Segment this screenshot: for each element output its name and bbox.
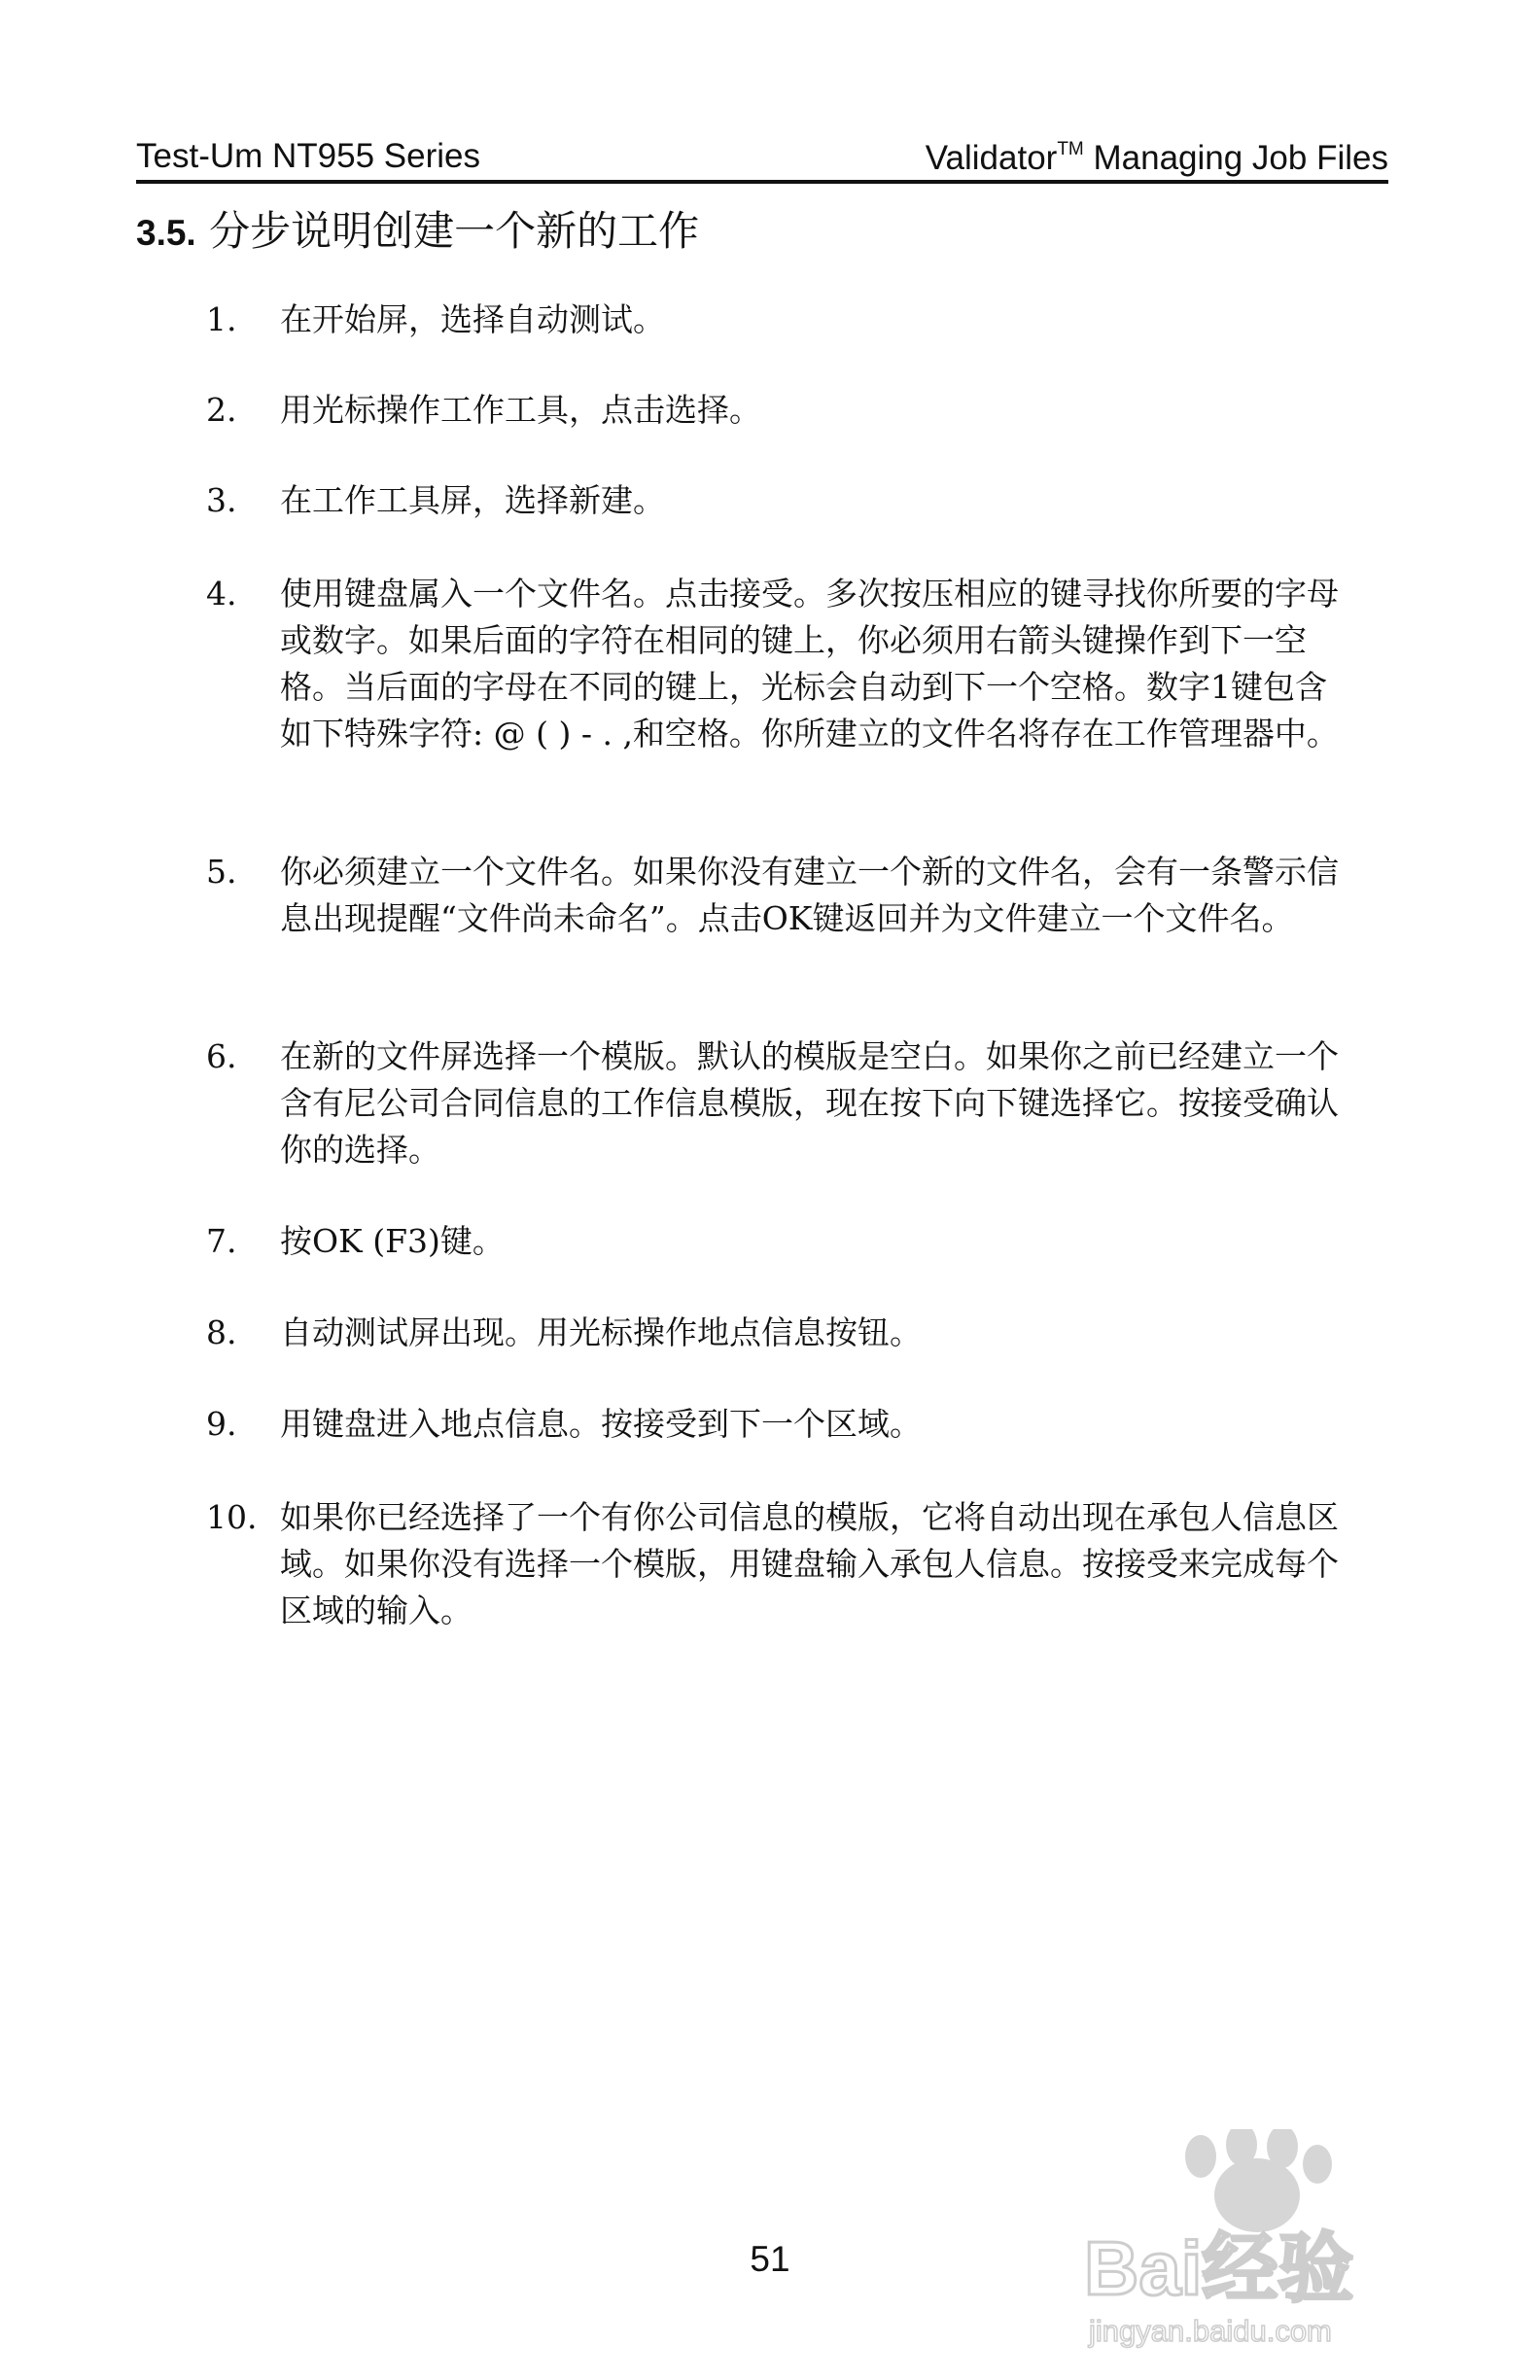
list-item: [206, 297, 1353, 343]
step-text: 在开始屏，选择自动测试。: [280, 300, 665, 338]
list-item: [206, 1494, 1353, 1634]
section-heading: 分步说明创建一个新的工作: [209, 207, 700, 255]
step-text: 在新的文件屏选择一个模版。默认的模版是空白。如果你之前已经建立一个含有尼公司合同信息的工作信息模版，现在按下向下键选择它。按接受确认你的选择。: [280, 1037, 1339, 1169]
step-text: 按OK (F3)键。: [280, 1222, 505, 1260]
list-item: [206, 477, 1353, 524]
step-number: 9.: [206, 1405, 237, 1443]
list-item: [206, 849, 1353, 942]
step-number: 4.: [206, 575, 237, 612]
page-header: [136, 129, 1388, 184]
list-item: [206, 387, 1353, 434]
step-text: 用键盘进入地点信息。按接受到下一个区域。: [280, 1405, 922, 1443]
list-item: [206, 1033, 1353, 1173]
step-number: 10.: [206, 1498, 258, 1536]
step-number: 5.: [206, 853, 237, 891]
header-chapter-text: Managing Job Files: [1083, 139, 1388, 177]
step-text: 自动测试屏出现。用光标操作地点信息按钮。: [280, 1313, 922, 1351]
baidu-jingyan-watermark: [1074, 2129, 1444, 2353]
step-number: 3.: [206, 481, 237, 519]
step-number: 1.: [206, 300, 237, 338]
watermark-logo-text: Bai经验: [1084, 2225, 1354, 2311]
step-number: 7.: [206, 1222, 237, 1260]
header-series-title: Test-Um NT955 Series: [136, 137, 480, 175]
watermark-url: jingyan.baidu.com: [1089, 2314, 1332, 2348]
step-text: 如果你已经选择了一个有你公司信息的模版，它将自动出现在承包人信息区域。如果你没有选择一个模版，用键盘输入承包人信息。按接受来完成每个区域的输入。: [280, 1498, 1339, 1629]
step-number: 8.: [206, 1313, 237, 1351]
step-text: 在工作工具屏，选择新建。: [280, 481, 665, 519]
step-text: 你必须建立一个文件名。如果你没有建立一个新的文件名，会有一条警示信息出现提醒“文件尚未命名”。点击OK键返回并为文件建立一个文件名。: [280, 853, 1339, 937]
page-number: 51: [750, 2239, 790, 2279]
list-item: [206, 571, 1353, 757]
step-text: 使用键盘属入一个文件名。点击接受。多次按压相应的键寻找你所要的字母或数字。如果后面的字符在相同的键上，你必须用右箭头键操作到下一空格。当后面的字母在不同的键上，光标会自动到下一个空格。数字1键包含如下特殊字符: @ ( ) - . ,和空格。你所建立的文件名将存在工作管理器中。: [280, 575, 1339, 752]
paw-icon: [1185, 2129, 1332, 2232]
list-item: [206, 1310, 1353, 1356]
step-text: 用光标操作工作工具，点击选择。: [280, 391, 761, 429]
header-chapter-title: [926, 139, 1388, 178]
header-chapter-brand: Validator: [925, 139, 1058, 177]
step-number: 2.: [206, 391, 237, 429]
section-title: [136, 199, 699, 258]
trademark-mark: TM: [1057, 139, 1084, 160]
step-number: 6.: [206, 1037, 237, 1075]
list-item: [206, 1401, 1353, 1448]
section-number: 3.5.: [136, 213, 196, 253]
list-item: [206, 1218, 1353, 1265]
